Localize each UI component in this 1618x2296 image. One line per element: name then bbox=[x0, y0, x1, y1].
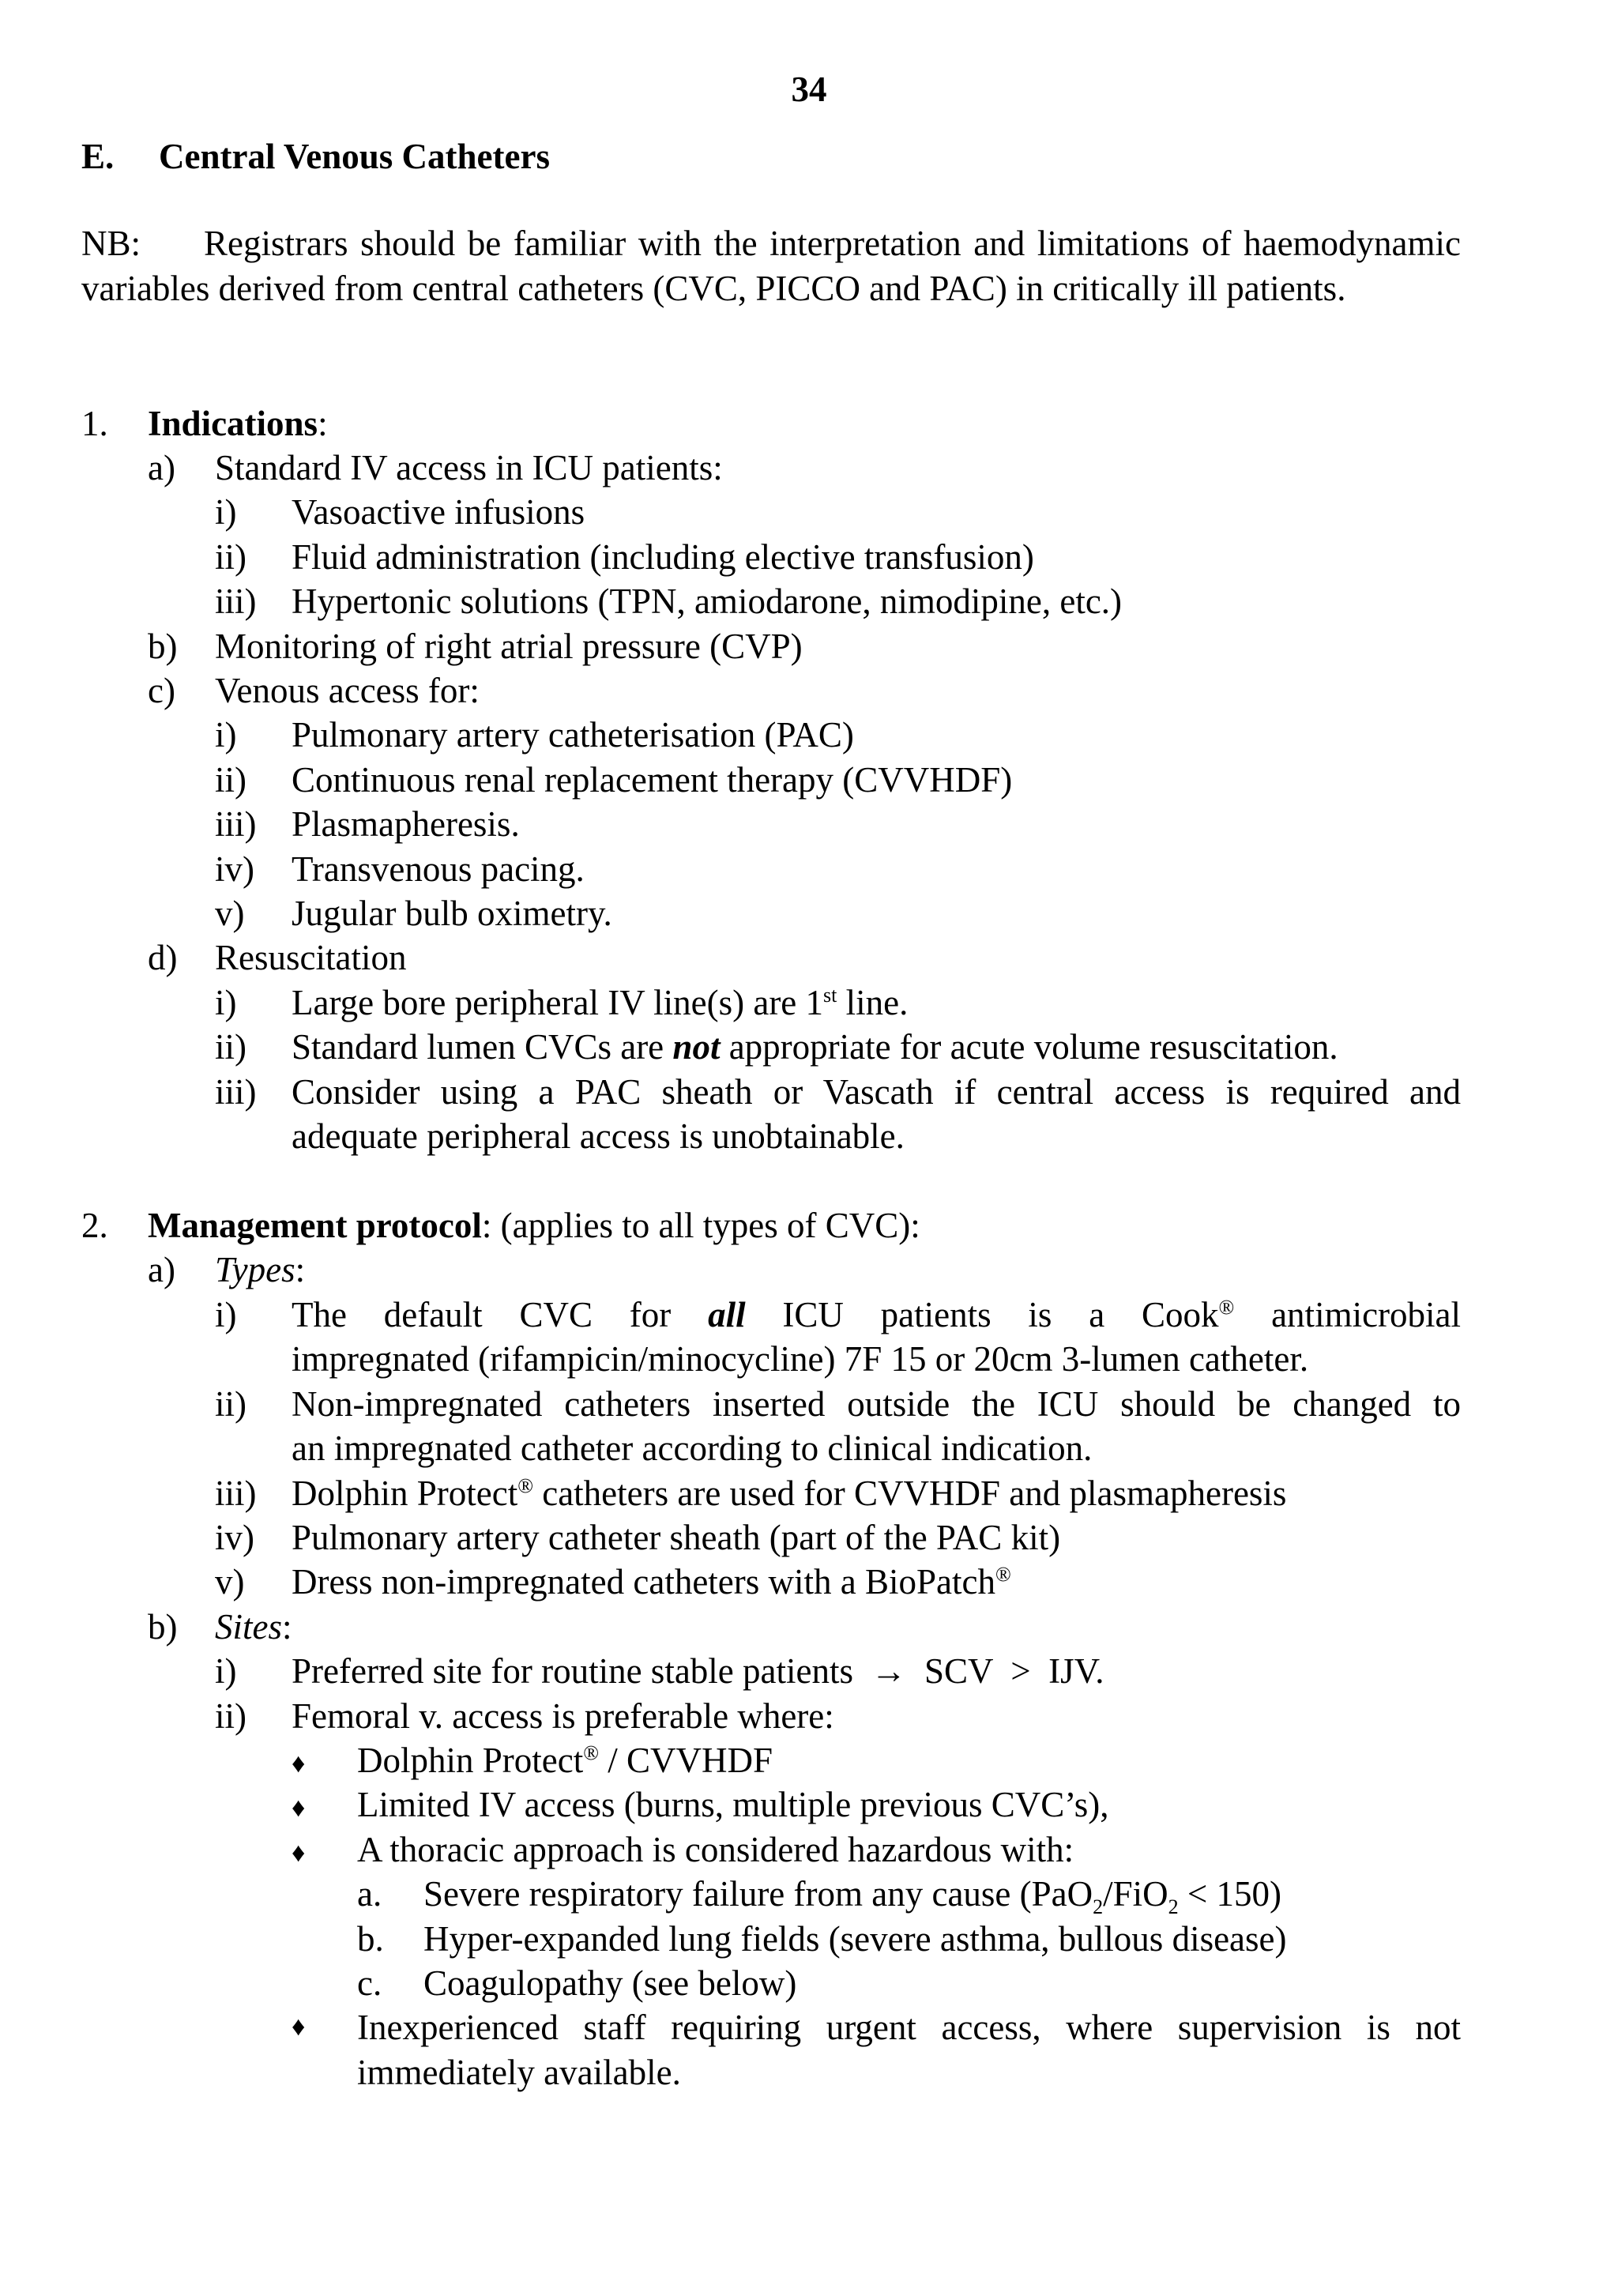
item-text: Consider using a PAC sheath or Vascath if central access is required and bbox=[292, 1072, 1461, 1112]
list-item bbox=[148, 668, 480, 713]
item-marker: ii) bbox=[215, 760, 246, 800]
sub-item bbox=[357, 1961, 796, 2006]
item-text: Transvenous pacing. bbox=[292, 849, 585, 889]
sub-item bbox=[357, 1872, 1281, 1917]
item-marker: ii) bbox=[215, 1696, 246, 1736]
item-text: Standard IV access in ICU patients: bbox=[215, 448, 723, 487]
item-marker: v) bbox=[215, 1562, 245, 1602]
item-text: / CVVHDF bbox=[598, 1741, 773, 1780]
list-item bbox=[215, 1382, 1461, 1426]
sub-item bbox=[357, 1917, 1287, 1962]
item-marker: a. bbox=[357, 1874, 382, 1914]
diamond-bullet-icon: ♦ bbox=[292, 1794, 306, 1823]
list-item bbox=[215, 1293, 1461, 1337]
list-item bbox=[215, 579, 1122, 624]
list-item bbox=[215, 713, 854, 758]
list-number: 2. bbox=[81, 1206, 108, 1245]
list-item bbox=[215, 1070, 1461, 1114]
item-text: A thoracic approach is considered hazardous with: bbox=[357, 1830, 1074, 1869]
registered-mark: ® bbox=[995, 1563, 1011, 1586]
item-text: Pulmonary artery catheter sheath (part of the PAC kit) bbox=[292, 1518, 1061, 1557]
bullet-item bbox=[292, 2005, 1461, 2049]
list-item bbox=[148, 935, 406, 981]
item-marker: iii) bbox=[215, 804, 257, 844]
list-item bbox=[215, 758, 1012, 803]
item-marker: v) bbox=[215, 894, 245, 933]
colon: : bbox=[282, 1607, 292, 1647]
bullet-item bbox=[292, 1782, 1109, 1831]
item-text-continued: impregnated (rifampicin/minocycline) 7F 15 or 20cm 3-lumen catheter. bbox=[292, 1339, 1309, 1379]
bullet-item bbox=[292, 1827, 1074, 1876]
diamond-bullet-icon: ♦ bbox=[292, 1749, 306, 1778]
registered-mark: ® bbox=[1218, 1296, 1235, 1319]
item-text: Jugular bulb oximetry. bbox=[292, 894, 612, 933]
item-text: Standard lumen CVCs are bbox=[292, 1027, 673, 1067]
list-item bbox=[215, 981, 908, 1026]
item-marker: iv) bbox=[215, 849, 254, 889]
item-text: Inexperienced staff requiring urgent access, where supervision is not bbox=[357, 2008, 1461, 2047]
list-item bbox=[215, 490, 585, 535]
list-item bbox=[148, 1248, 305, 1293]
item-text: /FiO bbox=[1103, 1874, 1168, 1914]
list-item bbox=[215, 1649, 1104, 1694]
diamond-bullet-icon: ♦ bbox=[292, 2012, 306, 2042]
item-text-continued: immediately available. bbox=[357, 2053, 681, 2092]
item-marker: c. bbox=[357, 1963, 382, 2003]
item-text: Continuous renal replacement therapy (CVVHDF) bbox=[292, 760, 1013, 800]
nb-label: NB: bbox=[81, 224, 141, 263]
list-item bbox=[148, 446, 723, 491]
subscript: 2 bbox=[1168, 1895, 1179, 1918]
item-text: catheters are used for CVVHDF and plasmapheresis bbox=[532, 1474, 1287, 1513]
item-marker: a) bbox=[148, 1250, 175, 1289]
item-marker: c) bbox=[148, 671, 175, 710]
item-text: Pulmonary artery catheterisation (PAC) bbox=[292, 715, 854, 755]
list-item bbox=[148, 624, 803, 669]
registered-mark: ® bbox=[517, 1474, 533, 1497]
list-item bbox=[215, 802, 520, 847]
item-title: Sites bbox=[215, 1607, 282, 1647]
item-text: Large bore peripheral IV line(s) are 1 bbox=[292, 983, 824, 1022]
item-marker: i) bbox=[215, 1651, 237, 1691]
item-text: Dolphin Protect bbox=[357, 1741, 584, 1780]
item-text: < 150) bbox=[1178, 1874, 1282, 1914]
item-text: Resuscitation bbox=[215, 938, 407, 977]
item-marker: d) bbox=[148, 938, 178, 977]
emphasis: not bbox=[672, 1027, 721, 1067]
item-marker: i) bbox=[215, 983, 237, 1022]
emphasis: all bbox=[708, 1295, 746, 1334]
item-text: Plasmapheresis. bbox=[292, 804, 520, 844]
item-marker: b. bbox=[357, 1919, 384, 1959]
item-marker: b) bbox=[148, 1607, 178, 1647]
indications-title: Indications bbox=[148, 404, 318, 443]
item-text: Monitoring of right atrial pressure (CVP) bbox=[215, 627, 803, 666]
item-text: Venous access for: bbox=[215, 671, 480, 710]
item-text: appropriate for acute volume resuscitation. bbox=[720, 1027, 1338, 1067]
colon: : bbox=[295, 1250, 306, 1289]
item-text: Hyper-expanded lung fields (severe asthma, bullous disease) bbox=[423, 1919, 1287, 1959]
item-text: Coagulopathy (see below) bbox=[423, 1963, 797, 2003]
item-text: Femoral v. access is preferable where: bbox=[292, 1696, 834, 1736]
item-marker: ii) bbox=[215, 537, 246, 577]
item-marker: i) bbox=[215, 492, 237, 532]
item-text: Dolphin Protect bbox=[292, 1474, 518, 1513]
item-text: Non-impregnated catheters inserted outside the ICU should be changed to bbox=[292, 1384, 1461, 1424]
nb-text: Registrars should be familiar with the interpretation and limitations of haemodynamic variables derived from central catheters (CVC, PICCO and PAC) in critically ill patients. bbox=[81, 224, 1461, 308]
management-heading bbox=[81, 1203, 920, 1248]
item-title: Types bbox=[215, 1250, 295, 1289]
item-text: Severe respiratory failure from any cause (PaO bbox=[423, 1874, 1093, 1914]
item-text: Vasoactive infusions bbox=[292, 492, 585, 532]
list-item bbox=[215, 1025, 1338, 1070]
item-marker: b) bbox=[148, 627, 178, 666]
section-letter: E. bbox=[81, 137, 115, 176]
item-text-continued: adequate peripheral access is unobtainable. bbox=[292, 1116, 905, 1156]
list-item bbox=[215, 891, 612, 936]
list-item bbox=[215, 1560, 1011, 1605]
registered-mark: ® bbox=[583, 1741, 599, 1764]
item-text: Fluid administration (including elective transfusion) bbox=[292, 537, 1034, 577]
superscript: st bbox=[823, 984, 837, 1007]
item-text: Limited IV access (burns, multiple previous CVC’s), bbox=[357, 1785, 1109, 1824]
item-text: Hypertonic solutions (TPN, amiodarone, nimodipine, etc.) bbox=[292, 582, 1123, 621]
list-item bbox=[215, 1471, 1286, 1516]
item-marker: ii) bbox=[215, 1027, 246, 1067]
item-text: Dress non-impregnated catheters with a BioPatch bbox=[292, 1562, 995, 1602]
item-text: line. bbox=[837, 983, 909, 1022]
item-text: Preferred site for routine stable patients → SCV > IJV. bbox=[292, 1651, 1104, 1691]
item-marker: iv) bbox=[215, 1518, 254, 1557]
list-item bbox=[148, 1605, 292, 1650]
list-item bbox=[215, 847, 585, 892]
item-text-continued: an impregnated catheter according to clinical indication. bbox=[292, 1428, 1093, 1468]
diamond-bullet-icon: ♦ bbox=[292, 1839, 306, 1868]
item-text: antimicrobial bbox=[1234, 1295, 1462, 1334]
indications-heading bbox=[81, 401, 328, 446]
management-subtitle: : (applies to all types of CVC): bbox=[481, 1206, 920, 1245]
item-text: The default CVC for bbox=[292, 1295, 709, 1334]
management-title: Management protocol bbox=[148, 1206, 482, 1245]
item-marker: iii) bbox=[215, 1474, 257, 1513]
list-item bbox=[215, 1694, 834, 1739]
item-marker: a) bbox=[148, 448, 175, 487]
item-marker: i) bbox=[215, 1295, 237, 1334]
item-marker: ii) bbox=[215, 1384, 246, 1424]
nb-paragraph bbox=[81, 221, 1461, 311]
item-text: ICU patients is a Cook bbox=[745, 1295, 1219, 1334]
section-heading bbox=[81, 134, 550, 179]
item-text bbox=[292, 1293, 1461, 1338]
item-marker: iii) bbox=[215, 1072, 257, 1112]
section-title: Central Venous Catheters bbox=[159, 137, 550, 176]
list-item bbox=[215, 535, 1034, 580]
list-number: 1. bbox=[81, 404, 108, 443]
page-number: 34 bbox=[791, 70, 827, 109]
item-marker: i) bbox=[215, 715, 237, 755]
list-item bbox=[215, 1515, 1060, 1560]
colon: : bbox=[318, 404, 328, 443]
subscript: 2 bbox=[1093, 1895, 1104, 1918]
bullet-item bbox=[292, 1738, 773, 1787]
item-marker: iii) bbox=[215, 582, 257, 621]
